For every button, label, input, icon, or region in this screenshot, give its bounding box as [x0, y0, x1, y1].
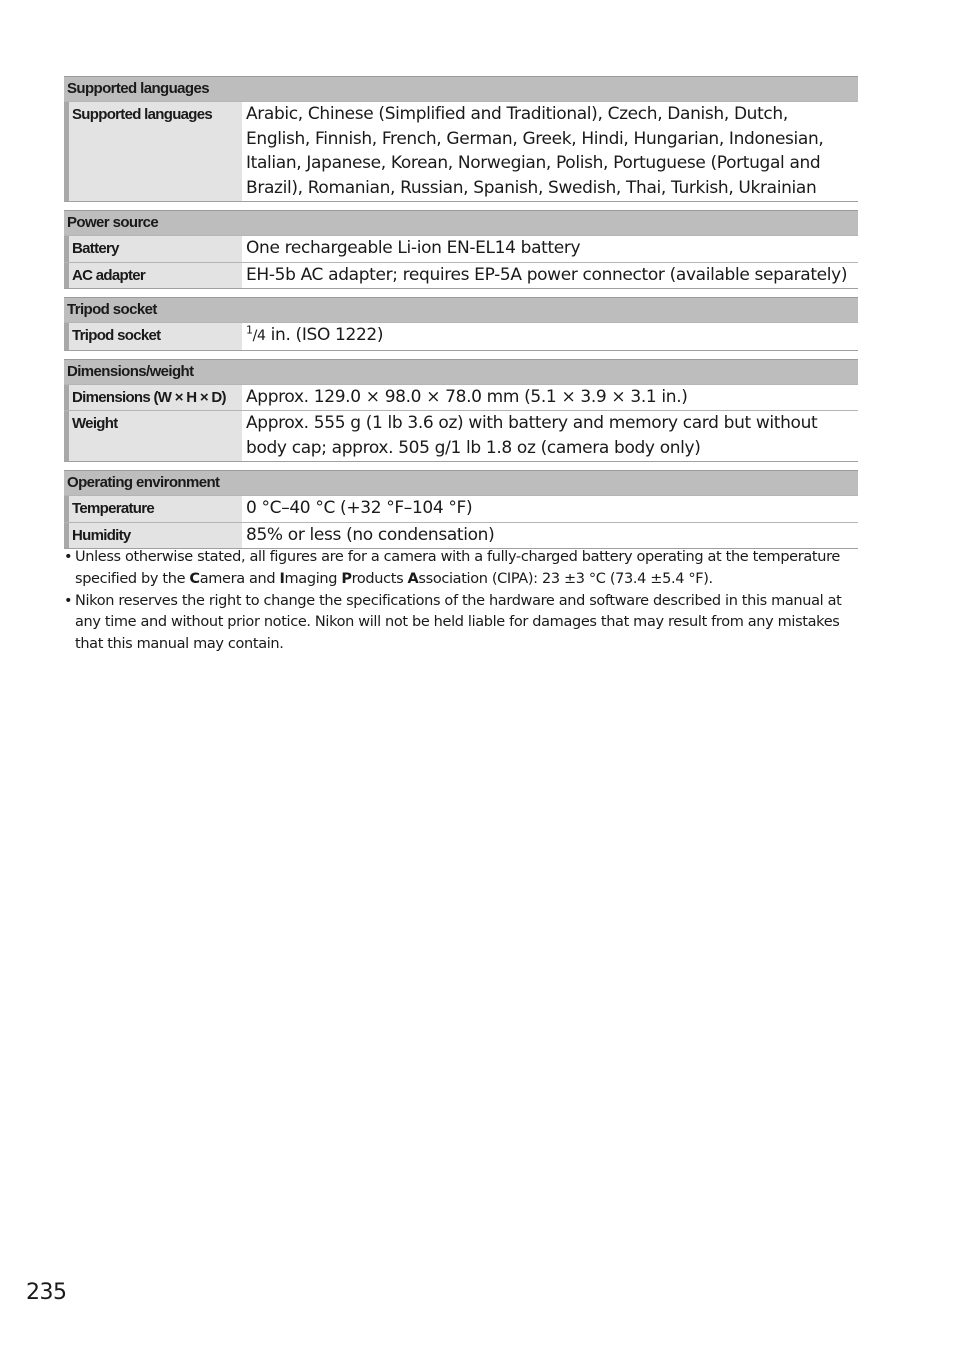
spec-row [64, 262, 858, 289]
spec-row [64, 384, 858, 411]
section-header: Supported languages [64, 76, 858, 101]
spec-value-text: in. (ISO 1222) [265, 325, 384, 345]
section-operating-environment [64, 470, 858, 549]
page-number: 235 [26, 1280, 67, 1305]
spec-row [64, 495, 858, 522]
footnote-item [64, 591, 864, 656]
spec-value: Approx. 129.0 × 98.0 × 78.0 mm (5.1 × 3.9 × 3.1 in.) [246, 386, 688, 407]
fraction-denominator: /4 [252, 328, 266, 344]
spec-row [64, 101, 858, 201]
section-header: Tripod socket [64, 297, 858, 322]
section-header: Operating environment [64, 470, 858, 495]
fraction-numerator: 1 [246, 323, 253, 337]
acronym-letter: P [341, 570, 352, 587]
spec-label: Humidity [64, 523, 242, 549]
spec-value: Arabic, Chinese (Simplified and Traditional), Czech, Danish, Dutch, English, Finnish, French, German, Greek, Hindi, Hungarian, Indonesian, Italian, Japanese, Korean, Norwegian, Polish, Portuguese (Portugal and Brazil), Romanian, Russian, Spanish, Swedish, Thai, Turkish, Ukrainian [246, 104, 824, 198]
footnote-text: maging [284, 570, 342, 587]
section-tripod-socket [64, 297, 858, 351]
footnote-text: roducts [351, 570, 408, 587]
footnote-item [64, 547, 864, 590]
spec-label: Tripod socket [64, 323, 242, 350]
bullet: • [64, 592, 73, 609]
spec-row [64, 410, 858, 461]
section-dimensions-weight [64, 359, 858, 463]
spec-row [64, 322, 858, 350]
spec-value: EH-5b AC adapter; requires EP-5A power connector (available separately) [246, 264, 848, 285]
spec-label: Battery [64, 236, 242, 262]
spec-label: AC adapter [64, 263, 242, 289]
spec-value [242, 323, 858, 350]
spec-row [64, 235, 858, 262]
footnote-text: amera and [199, 570, 280, 587]
spec-value: 0 °C–40 °C (+32 °F–104 °F) [246, 498, 473, 518]
section-power-source [64, 210, 858, 289]
acronym-letter: C [189, 570, 200, 587]
section-header: Power source [64, 210, 858, 235]
spec-value: Approx. 555 g (1 lb 3.6 oz) with battery and memory card but without body cap; approx. 505 g/1 lb 1.8 oz (camera body only) [246, 413, 818, 458]
spec-value: One rechargeable Li-ion EN-EL14 battery [246, 238, 581, 258]
spec-row [64, 522, 858, 549]
footnote-text: Nikon reserves the right to change the specifications of the hardware and software described in this manual at any time and without prior notice. Nikon will not be held liable for damages that may result from any mistakes that this manual may contain. [75, 592, 842, 652]
spec-label: Dimensions (W × H × D) [64, 385, 242, 411]
footnote-text: Unless otherwise stated, all figures are for a camera with a fully-charged battery operating at the temperature specified by the [75, 549, 840, 587]
section-header: Dimensions/weight [64, 359, 858, 384]
bullet: • [64, 549, 73, 565]
spec-label: Supported languages [64, 102, 242, 201]
spec-label: Weight [64, 411, 242, 461]
section-supported-languages [64, 76, 858, 202]
footnote-text: ssociation (CIPA): 23 ±3 °C (73.4 ±5.4 °F). [418, 570, 713, 587]
spec-value: 85% or less (no condensation) [246, 524, 495, 545]
specifications-table [64, 76, 858, 557]
acronym-letter: A [407, 570, 419, 587]
footnotes [64, 547, 864, 656]
spec-label: Temperature [64, 496, 242, 522]
acronym-letter: I [279, 570, 285, 587]
